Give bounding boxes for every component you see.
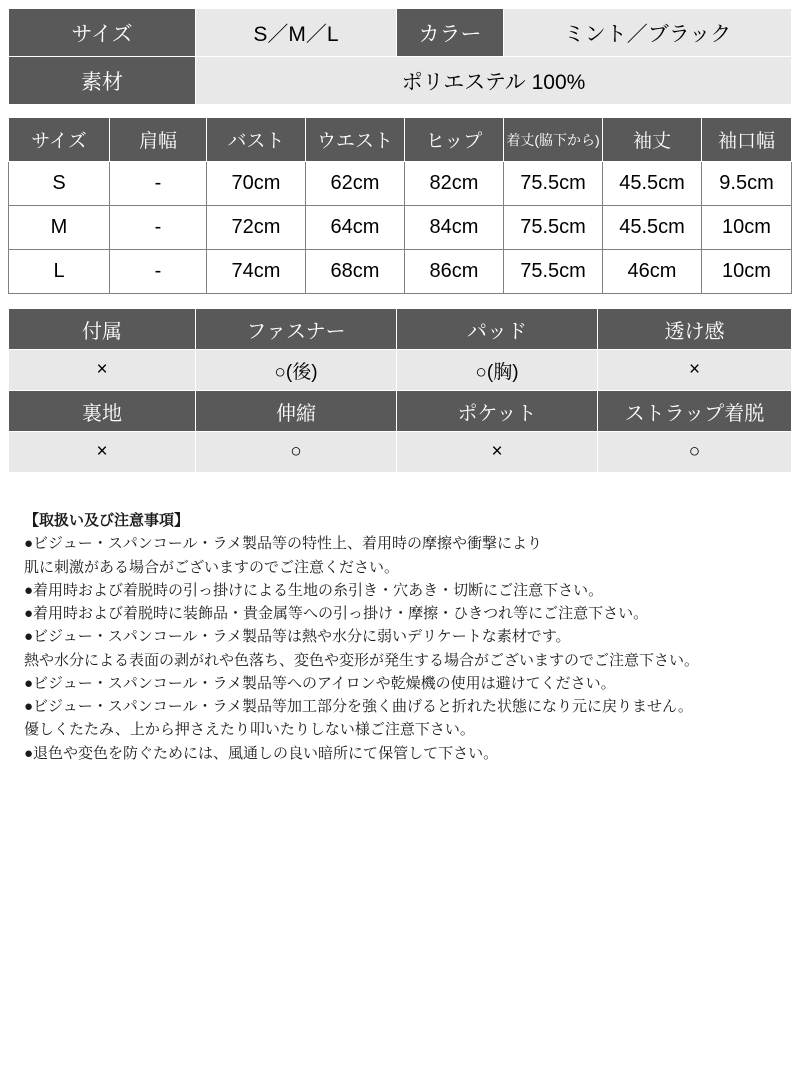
cell: 68cm (306, 250, 405, 294)
features-table (8, 308, 792, 473)
feature-label-accessory: 付属 (9, 309, 196, 350)
cell: 9.5cm (702, 162, 792, 206)
care-note-line: ●ビジュー・スパンコール・ラメ製品等へのアイロンや乾燥機の使用は避けてください。 (24, 674, 616, 692)
feature-label-zipper: ファスナー (196, 309, 397, 350)
size-col-waist: ウエスト (306, 118, 405, 162)
size-col-hip: ヒップ (405, 118, 504, 162)
size-col-bust: バスト (207, 118, 306, 162)
size-col-cuff-width: 袖口幅 (702, 118, 792, 162)
size-col-length: 着丈(脇下から) (504, 118, 603, 162)
cell: 62cm (306, 162, 405, 206)
care-note-line: 熱や水分による表面の剥がれや色落ち、変色や変形が発生する場合がございますのでご注意下さい。 (24, 651, 700, 669)
care-note-line: ●ビジュー・スパンコール・ラメ製品等は熱や水分に弱いデリケートな素材です。 (24, 628, 571, 646)
feature-value-zipper: ○(後) (196, 350, 397, 391)
cell: 10cm (702, 250, 792, 294)
feature-label-lining: 裏地 (9, 391, 196, 432)
cell: 86cm (405, 250, 504, 294)
table-header-row (9, 309, 792, 350)
cell: 84cm (405, 206, 504, 250)
basic-label-color: カラー (397, 9, 504, 57)
cell: - (110, 206, 207, 250)
size-col-size: サイズ (9, 118, 110, 162)
care-notes-title: 【取扱い及び注意事項】 (24, 512, 190, 529)
care-note-line: ●ビジュー・スパンコール・ラメ製品等の特性上、着用時の摩擦や衝撃により (24, 535, 543, 553)
feature-value-pocket: × (397, 432, 598, 473)
size-chart-table (8, 117, 792, 294)
cell: 45.5cm (603, 206, 702, 250)
table-row (9, 432, 792, 473)
cell: - (110, 250, 207, 294)
feature-label-pocket: ポケット (397, 391, 598, 432)
table-header-row (9, 118, 792, 162)
size-col-sleeve-length: 袖丈 (603, 118, 702, 162)
cell: S (9, 162, 110, 206)
care-note-line: 優しくたたみ、上から押さえたり叩いたりしない様ご注意下さい。 (24, 721, 475, 739)
basic-label-material: 素材 (9, 57, 196, 105)
feature-value-sheerness: × (598, 350, 792, 391)
care-note-line: ●退色や変色を防ぐためには、風通しの良い暗所にて保管して下さい。 (24, 744, 499, 762)
feature-label-sheerness: 透け感 (598, 309, 792, 350)
table-row (9, 57, 792, 105)
care-note-line: ●着用時および着脱時に装飾品・貴金属等への引っ掛け・摩擦・ひきつれ等にご注意下さい。 (24, 605, 649, 622)
cell: 70cm (207, 162, 306, 206)
cell: 75.5cm (504, 206, 603, 250)
feature-value-strap-detachable: ○ (598, 432, 792, 473)
basic-value-size: S／M／L (196, 9, 397, 57)
cell: 82cm (405, 162, 504, 206)
cell: 75.5cm (504, 250, 603, 294)
cell: L (9, 250, 110, 294)
cell: 74cm (207, 250, 306, 294)
basic-spec-table (8, 8, 792, 105)
cell: 46cm (603, 250, 702, 294)
feature-label-strap-detachable: ストラップ着脱 (598, 391, 792, 432)
table-row (9, 350, 792, 391)
table-header-row (9, 391, 792, 432)
care-note-line: ●ビジュー・スパンコール・ラメ製品等加工部分を強く曲げると折れた状態になり元に戻りません。 (24, 698, 693, 715)
feature-label-stretch: 伸縮 (196, 391, 397, 432)
table-row (9, 250, 792, 294)
care-note-line: 肌に刺激がある場合がございますのでご注意ください。 (24, 558, 400, 576)
cell: 72cm (207, 206, 306, 250)
cell: - (110, 162, 207, 206)
care-notes (8, 509, 792, 765)
cell: 64cm (306, 206, 405, 250)
cell: M (9, 206, 110, 250)
basic-label-size: サイズ (9, 9, 196, 57)
feature-value-stretch: ○ (196, 432, 397, 473)
table-row (9, 9, 792, 57)
table-row (9, 206, 792, 250)
feature-value-lining: × (9, 432, 196, 473)
care-note-line: ●着用時および着脱時の引っ掛けによる生地の糸引き・穴あき・切断にご注意下さい。 (24, 581, 604, 599)
size-col-shoulder: 肩幅 (110, 118, 207, 162)
table-row (9, 162, 792, 206)
cell: 45.5cm (603, 162, 702, 206)
feature-value-pad: ○(胸) (397, 350, 598, 391)
feature-value-accessory: × (9, 350, 196, 391)
cell: 10cm (702, 206, 792, 250)
feature-label-pad: パッド (397, 309, 598, 350)
cell: 75.5cm (504, 162, 603, 206)
basic-value-material: ポリエステル 100% (196, 57, 792, 105)
basic-value-color: ミント／ブラック (504, 9, 792, 57)
